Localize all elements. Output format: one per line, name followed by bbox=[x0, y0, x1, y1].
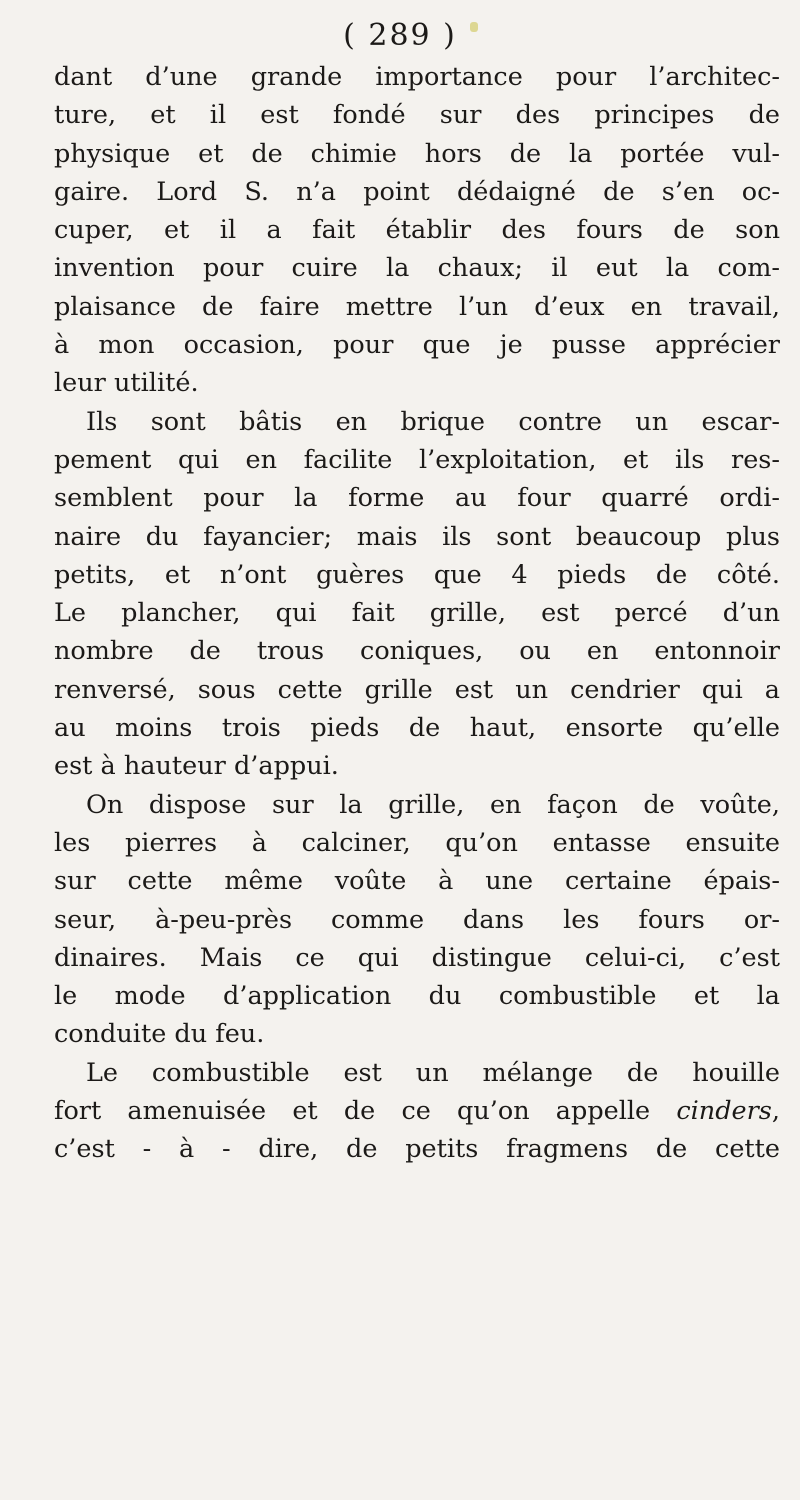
body-text bbox=[54, 58, 780, 1169]
text-line: seur, à-peu-près comme dans les fours or- bbox=[54, 904, 780, 935]
text-line: c’est - à - dire, de petits fragmens de cette bbox=[54, 1134, 780, 1165]
page-number: ( 289 ) bbox=[343, 18, 457, 53]
text-line: dant d’une grande importance pour l’architec- bbox=[54, 62, 780, 92]
text-line: Ils sont bâtis en brique contre un escar- bbox=[86, 406, 780, 437]
text-line: plaisance de faire mettre l’un d’eux en travail, bbox=[54, 291, 780, 322]
text-line: ture, et il est fondé sur des principes de bbox=[54, 100, 780, 131]
text-line: conduite du feu. bbox=[54, 1019, 265, 1050]
text-line: leur utilité. bbox=[54, 368, 199, 399]
line-punctuation: , bbox=[771, 1096, 780, 1127]
text-line: gaire. Lord S. n’a point dédaigné de s’en oc- bbox=[54, 176, 780, 207]
text-line: Le combustible est un mélange de houille bbox=[86, 1057, 780, 1088]
italic-term: cinders bbox=[676, 1096, 772, 1127]
text-line: physique et de chimie hors de la portée vul- bbox=[54, 138, 780, 169]
text-line: renversé, sous cette grille est un cendrier qui a bbox=[54, 674, 780, 705]
text-line: invention pour cuire la chaux; il eut la com- bbox=[54, 253, 780, 284]
text-line: Le plancher, qui fait grille, est percé d’un bbox=[54, 598, 780, 629]
text-line: nombre de trous coniques, ou en entonnoir bbox=[54, 636, 780, 667]
text-line bbox=[54, 1092, 780, 1130]
text-line: à mon occasion, pour que je pusse apprécier bbox=[54, 330, 780, 361]
text-line: dinaires. Mais ce qui distingue celui-ci, c’est bbox=[54, 942, 780, 973]
line-text: fort amenuisée et de ce qu’on appelle bbox=[54, 1096, 677, 1127]
text-line: le mode d’application du combustible et la bbox=[54, 981, 780, 1012]
text-line: sur cette même voûte à une certaine épais- bbox=[54, 866, 780, 897]
text-line: On dispose sur la grille, en façon de voûte, bbox=[86, 789, 780, 820]
text-line: cuper, et il a fait établir des fours de son bbox=[54, 215, 780, 246]
text-line: les pierres à calciner, qu’on entasse ensuite bbox=[54, 827, 780, 858]
text-line: naire du fayancier; mais ils sont beaucoup plus bbox=[54, 521, 780, 552]
text-line: semblent pour la forme au four quarré ordi- bbox=[54, 483, 780, 514]
text-line: est à hauteur d’appui. bbox=[54, 751, 339, 782]
text-line: pement qui en facilite l’exploitation, et ils res- bbox=[54, 444, 780, 475]
text-line: au moins trois pieds de haut, ensorte qu’elle bbox=[54, 713, 780, 744]
text-line: petits, et n’ont guères que 4 pieds de côté. bbox=[54, 559, 780, 590]
